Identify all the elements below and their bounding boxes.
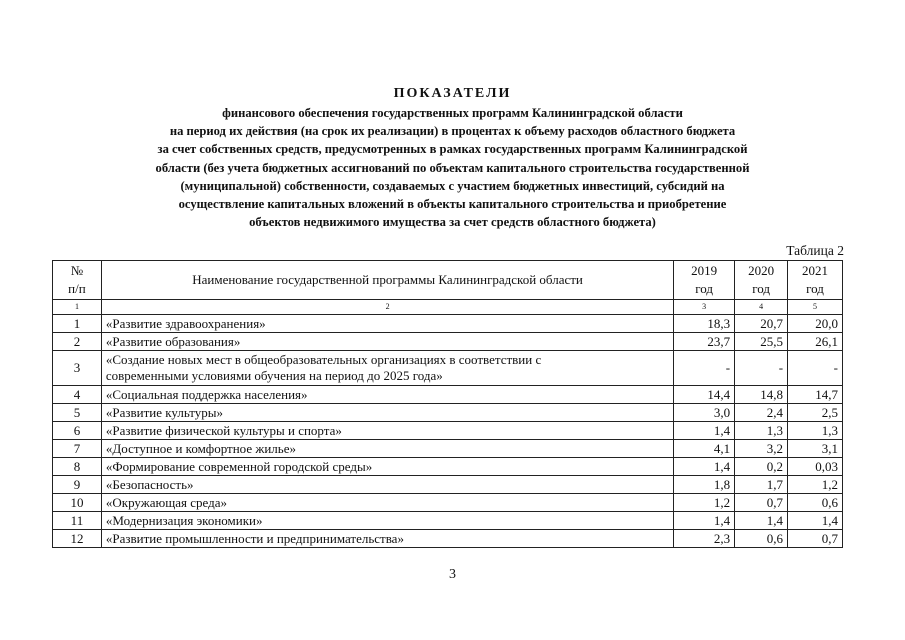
value-2020: 14,8 xyxy=(735,386,788,404)
value-2021: 20,0 xyxy=(788,315,843,333)
value-2020: 25,5 xyxy=(735,333,788,351)
value-2019: 1,2 xyxy=(674,494,735,512)
value-2020: 20,7 xyxy=(735,315,788,333)
value-2019: 1,4 xyxy=(674,422,735,440)
value-2021: 0,7 xyxy=(788,530,843,548)
page-number: 3 xyxy=(449,567,456,582)
row-number: 12 xyxy=(53,530,102,548)
program-name: «Безопасность» xyxy=(101,476,673,494)
table-row xyxy=(53,458,843,476)
row-number: 3 xyxy=(53,351,102,386)
column-index: 1 xyxy=(53,300,102,315)
value-2019: - xyxy=(674,351,735,386)
value-2020: 1,4 xyxy=(735,512,788,530)
row-number: 9 xyxy=(53,476,102,494)
header-year-2019 xyxy=(674,261,735,300)
value-2019: 1,4 xyxy=(674,458,735,476)
table-row xyxy=(53,404,843,422)
row-number: 11 xyxy=(53,512,102,530)
column-index: 4 xyxy=(735,300,788,315)
subtitle-line: объектов недвижимого имущества за счет средств областного бюджета) xyxy=(249,215,656,230)
value-2020: 2,4 xyxy=(735,404,788,422)
header-year-2021 xyxy=(788,261,843,300)
header-year-2019-line1: 2019 xyxy=(691,263,718,278)
program-name: «Социальная поддержка населения» xyxy=(101,386,673,404)
row-number: 1 xyxy=(53,315,102,333)
program-name: «Развитие культуры» xyxy=(101,404,673,422)
row-number: 7 xyxy=(53,440,102,458)
program-name: «Развитие физической культуры и спорта» xyxy=(101,422,673,440)
value-2021: 0,6 xyxy=(788,494,843,512)
table-row xyxy=(53,315,843,333)
header-year-2020 xyxy=(735,261,788,300)
value-2021: 26,1 xyxy=(788,333,843,351)
subtitle-line: на период их действия (на срок их реализации) в процентах к объему расходов областного бюджета xyxy=(169,124,736,139)
header-year-2019-line2: год xyxy=(695,281,714,296)
table-row xyxy=(53,333,843,351)
row-number: 10 xyxy=(53,494,102,512)
table-row xyxy=(53,440,843,458)
program-name: «Доступное и комфортное жилье» xyxy=(101,440,673,458)
subtitle-line: области (без учета бюджетных ассигнований по объектам капитального строительства государственной xyxy=(155,160,750,175)
table-row xyxy=(53,422,843,440)
table-row xyxy=(53,512,843,530)
subtitle-line: за счет собственных средств, предусмотренных в рамках государственных программ Калининградской xyxy=(157,142,748,157)
value-2021: 1,4 xyxy=(788,512,843,530)
document-title: ПОКАЗАТЕЛИ xyxy=(393,86,512,101)
value-2019: 4,1 xyxy=(674,440,735,458)
program-name: «Развитие образования» xyxy=(101,333,673,351)
table-row xyxy=(53,351,843,386)
header-year-2020-line2: год xyxy=(752,281,770,296)
program-name-line2: современными условиями обучения на период до 2025 года» xyxy=(105,368,443,383)
header-number-line2: п/п xyxy=(68,281,86,296)
row-number: 5 xyxy=(53,404,102,422)
value-2019: 1,8 xyxy=(674,476,735,494)
value-2019: 2,3 xyxy=(674,530,735,548)
row-number: 2 xyxy=(53,333,102,351)
value-2021: 2,5 xyxy=(788,404,843,422)
value-2020: 1,7 xyxy=(735,476,788,494)
program-name: «Окружающая среда» xyxy=(101,494,673,512)
value-2019: 14,4 xyxy=(674,386,735,404)
value-2019: 23,7 xyxy=(674,333,735,351)
value-2020: 0,7 xyxy=(735,494,788,512)
table-header-row xyxy=(53,261,843,300)
value-2020: - xyxy=(735,351,788,386)
value-2021: 1,3 xyxy=(788,422,843,440)
document-heading xyxy=(90,84,815,231)
program-name-line1: «Создание новых мест в общеобразовательных организациях в соответствии с xyxy=(105,352,542,367)
program-name: «Развитие промышленности и предпринимательства» xyxy=(101,530,673,548)
column-index: 3 xyxy=(674,300,735,315)
row-number: 8 xyxy=(53,458,102,476)
table-row xyxy=(53,494,843,512)
indicators-table xyxy=(52,260,843,548)
program-name: «Формирование современной городской среды» xyxy=(101,458,673,476)
value-2019: 18,3 xyxy=(674,315,735,333)
value-2019: 1,4 xyxy=(674,512,735,530)
subtitle-line: осуществление капитальных вложений в объекты капитального строительства и приобретение xyxy=(178,197,727,212)
column-index: 5 xyxy=(788,300,843,315)
value-2021: 14,7 xyxy=(788,386,843,404)
header-program-name: Наименование государственной программы Калининградской области xyxy=(101,261,673,300)
value-2021: 3,1 xyxy=(788,440,843,458)
header-year-2021-line2: год xyxy=(806,281,824,296)
row-number: 6 xyxy=(53,422,102,440)
table-label: Таблица 2 xyxy=(786,243,844,258)
value-2019: 3,0 xyxy=(674,404,735,422)
value-2020: 0,2 xyxy=(735,458,788,476)
header-year-2021-line1: 2021 xyxy=(802,263,829,278)
value-2021: - xyxy=(788,351,843,386)
row-number: 4 xyxy=(53,386,102,404)
value-2020: 3,2 xyxy=(735,440,788,458)
value-2020: 0,6 xyxy=(735,530,788,548)
subtitle-line: (муниципальной) собственности, создаваемых с участием бюджетных инвестиций, субсидий на xyxy=(180,178,725,193)
subtitle-line: финансового обеспечения государственных программ Калининградской области xyxy=(222,106,683,120)
header-year-2020-line1: 2020 xyxy=(748,263,775,278)
program-name: «Модернизация экономики» xyxy=(101,512,673,530)
column-index-row xyxy=(53,300,843,315)
program-name xyxy=(101,351,673,386)
header-number xyxy=(53,261,102,300)
column-index: 2 xyxy=(101,300,673,315)
value-2021: 1,2 xyxy=(788,476,843,494)
value-2020: 1,3 xyxy=(735,422,788,440)
program-name: «Развитие здравоохранения» xyxy=(101,315,673,333)
table-row xyxy=(53,530,843,548)
header-number-line1: № xyxy=(70,263,84,278)
value-2021: 0,03 xyxy=(788,458,843,476)
table-row xyxy=(53,476,843,494)
table-row xyxy=(53,386,843,404)
